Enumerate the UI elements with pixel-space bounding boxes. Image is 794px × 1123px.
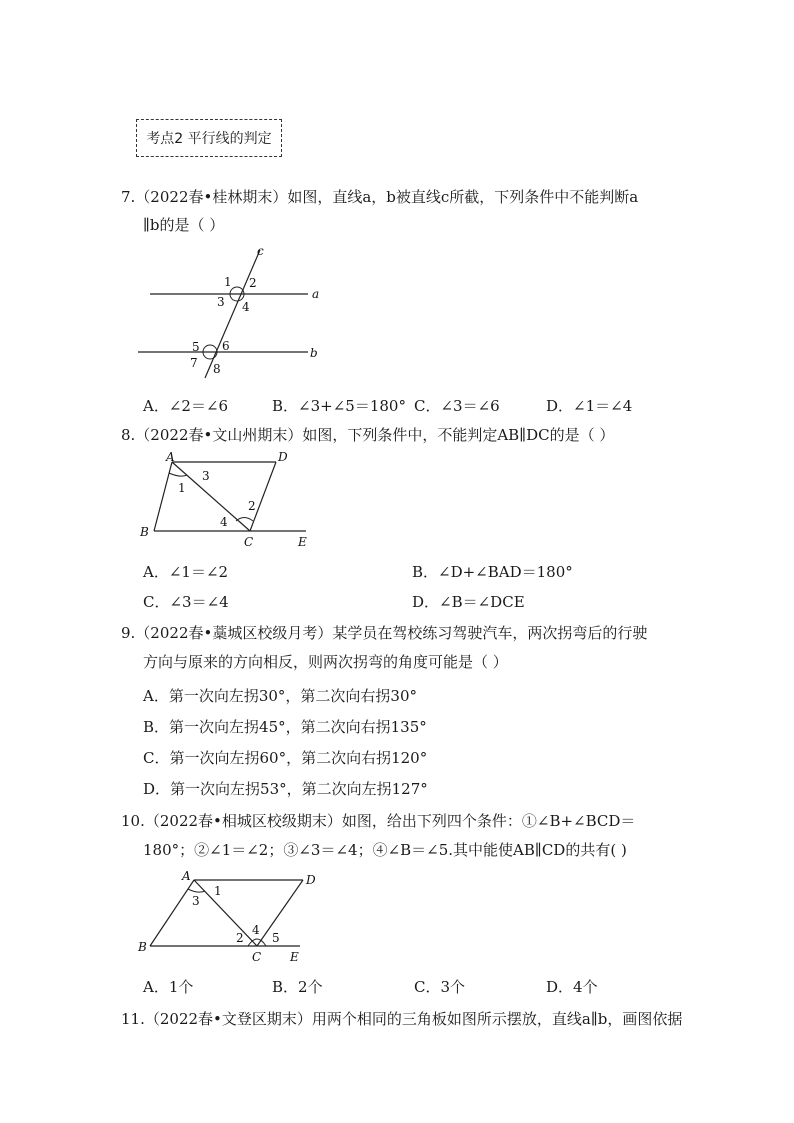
q7-stem-line2: ∥b的是（ ） — [143, 216, 225, 234]
q7-label-b: b — [310, 346, 318, 360]
q10-angle-5: 5 — [272, 931, 280, 945]
q9-option-b: B．第一次向左拐45°，第二次向右拐135° — [143, 718, 427, 736]
q10-figure — [130, 866, 340, 966]
q8-figure — [130, 450, 330, 550]
q7-angle-8: 8 — [213, 362, 221, 376]
q10-option-b: B．2个 — [272, 978, 323, 996]
q7-angle-2: 2 — [249, 276, 257, 290]
q10-option-a: A．1个 — [143, 978, 194, 996]
q7-option-b: B．∠3+∠5＝180° — [272, 397, 406, 415]
q8-angle-3: 3 — [202, 469, 210, 483]
q9-stem-line2: 方向与原来的方向相反，则两次拐弯的角度可能是（ ） — [143, 653, 508, 671]
q10-stem-line1: 10.（2022春•相城区校级期末）如图，给出下列四个条件：①∠B+∠BCD＝ — [121, 812, 636, 830]
q8-label-A: A — [166, 450, 175, 464]
q7-angle-3: 3 — [217, 295, 225, 309]
q8-stem-line1: 8.（2022春•文山州期末）如图，下列条件中，不能判定AB∥DC的是（ ） — [121, 426, 615, 444]
q7-angle-5: 5 — [192, 340, 200, 354]
q7-angle-4: 4 — [242, 300, 250, 314]
q10-label-B: B — [138, 940, 147, 954]
q8-option-d: D．∠B＝∠DCE — [412, 593, 525, 611]
q7-stem-line1: 7.（2022春•桂林期末）如图，直线a，b被直线c所截，下列条件中不能判断a — [121, 188, 639, 206]
q8-label-E: E — [298, 535, 307, 549]
q7-angle-6: 6 — [222, 339, 230, 353]
q10-option-c: C．3个 — [414, 978, 466, 996]
q10-label-A: A — [182, 869, 191, 883]
q11-stem-line1: 11.（2022春•文登区期末）用两个相同的三角板如图所示摆放，直线a∥b，画图依据 — [121, 1010, 683, 1028]
q8-option-b: B．∠D+∠BAD＝180° — [412, 563, 573, 581]
q8-option-c: C．∠3＝∠4 — [143, 593, 229, 611]
q8-angle-1: 1 — [178, 481, 186, 495]
q7-option-c: C．∠3＝∠6 — [414, 397, 500, 415]
q10-label-E: E — [290, 950, 299, 964]
q7-angle-1: 1 — [224, 275, 232, 289]
q8-label-C: C — [244, 535, 254, 549]
q7-figure — [130, 240, 340, 380]
q8-angle-2: 2 — [248, 499, 256, 513]
q10-angle-4: 4 — [252, 923, 260, 937]
q7-angle-7: 7 — [190, 356, 198, 370]
q10-option-d: D．4个 — [546, 978, 598, 996]
q7-label-a: a — [312, 287, 320, 301]
q10-angle-1: 1 — [214, 884, 222, 898]
q10-angle-2: 2 — [236, 931, 244, 945]
q10-angle-3: 3 — [192, 894, 200, 908]
q9-stem-line1: 9.（2022春•藁城区校级月考）某学员在驾校练习驾驶汽车，两次拐弯后的行驶 — [121, 624, 648, 642]
q7-option-a: A．∠2＝∠6 — [143, 397, 229, 415]
q10-stem-line2: 180°；②∠1＝∠2；③∠3＝∠4；④∠B＝∠5.其中能使AB∥CD的共有( ) — [143, 841, 627, 859]
q9-option-c: C．第一次向左拐60°，第二次向右拐120° — [143, 749, 428, 767]
q9-option-a: A．第一次向左拐30°，第二次向右拐30° — [143, 687, 418, 705]
q8-option-a: A．∠1＝∠2 — [143, 563, 229, 581]
q7-option-d: D．∠1＝∠4 — [546, 397, 633, 415]
q10-label-C: C — [252, 950, 262, 964]
q8-label-B: B — [140, 525, 149, 539]
q7-label-c: c — [257, 244, 264, 258]
q9-option-d: D．第一次向左拐53°，第二次向左拐127° — [143, 780, 428, 798]
q10-label-D: D — [306, 873, 316, 887]
q8-label-D: D — [278, 450, 288, 464]
q8-angle-4: 4 — [220, 515, 228, 529]
section-title: 考点2 平行线的判定 — [136, 119, 282, 157]
